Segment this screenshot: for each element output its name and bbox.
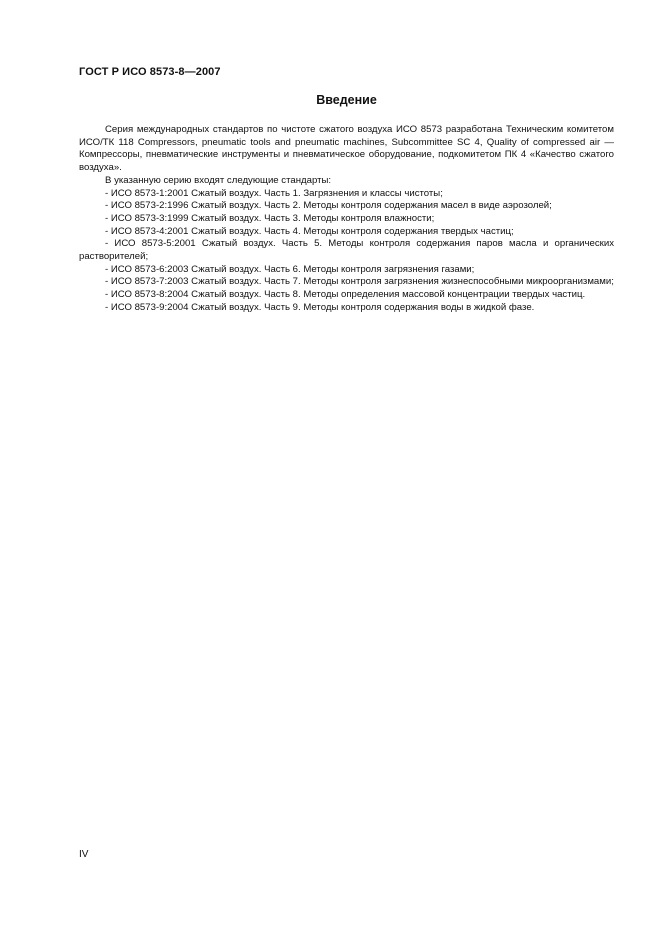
list-item: - ИСО 8573-4:2001 Сжатый воздух. Часть 4. Методы контроля содержания твердых частиц; <box>105 225 514 237</box>
list-item: - ИСО 8573-8:2004 Сжатый воздух. Часть 8. Методы определения массовой концентрации твердых частиц. <box>105 289 586 301</box>
series-intro: В указанную серию входят следующие стандарты: <box>105 174 332 186</box>
list-item: - ИСО 8573-7:2003 Сжатый воздух. Часть 7. Методы контроля загрязнения жизнеспособными микроорганизмами; <box>105 276 614 288</box>
document-header: ГОСТ Р ИСО 8573-8—2007 <box>79 66 221 78</box>
intro-paragraph: Серия международных стандартов по чистоте сжатого воздуха ИСО 8573 разработана Техническим комитетом ИСО/ТК 118 Compressors, pneumatic tools and pneumatic machines, Subcommittee SC 4, Quality of compressed air — Компрессоры, пневматические инструменты и пневматическое оборудование, подкомитетом ПК 4 «Качество сжатого воздуха». <box>79 124 614 174</box>
section-title: Введение <box>316 93 377 107</box>
list-item: - ИСО 8573-2:1996 Сжатый воздух. Часть 2. Методы контроля содержания масел в виде аэрозолей; <box>105 200 552 212</box>
list-item: - ИСО 8573-6:2003 Сжатый воздух. Часть 6. Методы контроля загрязнения газами; <box>105 263 475 275</box>
page-number: IV <box>79 849 89 860</box>
list-item: - ИСО 8573-9:2004 Сжатый воздух. Часть 9. Методы контроля содержания воды в жидкой фазе. <box>105 301 535 313</box>
list-item: - ИСО 8573-1:2001 Сжатый воздух. Часть 1. Загрязнения и классы чистоты; <box>105 187 443 199</box>
list-item: - ИСО 8573-3:1999 Сжатый воздух. Часть 3. Методы контроля влажности; <box>105 212 435 224</box>
section-body <box>79 124 614 315</box>
standards-list <box>79 188 614 315</box>
list-item: - ИСО 8573-5:2001 Сжатый воздух. Часть 5. Методы контроля содержания паров масла и органических растворителей; <box>79 238 614 263</box>
